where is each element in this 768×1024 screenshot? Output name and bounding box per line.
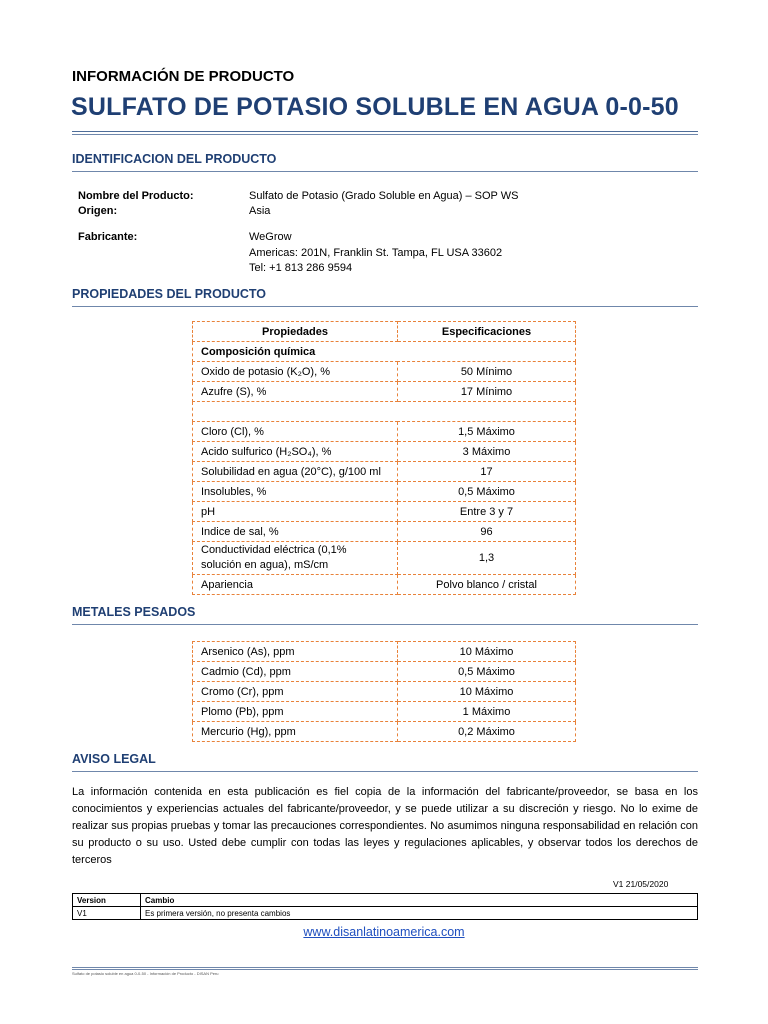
spec-cell: Polvo blanco / cristal (398, 575, 576, 595)
table-row (193, 502, 576, 522)
table-row (193, 702, 576, 722)
metal-cell: Mercurio (Hg), ppm (193, 722, 398, 742)
product-name-value: Sulfato de Potasio (Grado Soluble en Agua) – SOP WS (249, 190, 519, 202)
property-cell: Insolubles, % (193, 482, 398, 502)
maker-label: Fabricante: (78, 231, 138, 243)
origin-label: Origen: (78, 205, 118, 217)
spacer-cell (193, 402, 576, 422)
change-column-header: Cambio (141, 894, 698, 907)
table-row (193, 482, 576, 502)
section-properties-heading: PROPIEDADES DEL PRODUCTO (72, 287, 267, 301)
property-cell: Cloro (Cl), % (193, 422, 398, 442)
table-row (193, 722, 576, 742)
change-cell: Es primera versión, no presenta cambios (141, 907, 698, 920)
document-kicker: INFORMACIÓN DE PRODUCTO (72, 68, 295, 85)
table-row (193, 442, 576, 462)
table-row (193, 462, 576, 482)
column-header-spec: Especificaciones (398, 322, 576, 342)
section-identification-heading: IDENTIFICACION DEL PRODUCTO (72, 152, 277, 166)
table-row (193, 382, 576, 402)
property-cell: Apariencia (193, 575, 398, 595)
spec-cell: 1,5 Máximo (398, 422, 576, 442)
table-header-row (193, 322, 576, 342)
table-row (193, 542, 576, 575)
property-cell: Indice de sal, % (193, 522, 398, 542)
version-column-header: Version (73, 894, 141, 907)
metals-table (192, 641, 576, 742)
section-rule (72, 171, 698, 172)
property-cell: Solubilidad en agua (20°C), g/100 ml (193, 462, 398, 482)
property-cell: Azufre (S), % (193, 382, 398, 402)
table-row (193, 682, 576, 702)
limit-cell: 1 Máximo (398, 702, 576, 722)
table-group-row (193, 342, 576, 362)
spec-cell: 0,5 Máximo (398, 482, 576, 502)
group-label: Composición química (193, 342, 576, 362)
spec-cell: 3 Máximo (398, 442, 576, 462)
website-link[interactable]: www.disanlatinoamerica.com (303, 925, 465, 939)
spec-cell: 50 Mínimo (398, 362, 576, 382)
table-row (193, 642, 576, 662)
version-header-row (73, 894, 698, 907)
table-spacer-row (193, 402, 576, 422)
metal-cell: Cadmio (Cd), ppm (193, 662, 398, 682)
property-cell (193, 542, 398, 575)
page-title: SULFATO DE POTASIO SOLUBLE EN AGUA 0-0-50 (71, 93, 679, 121)
properties-table (192, 321, 576, 595)
maker-phone: Tel: +1 813 286 9594 (249, 262, 353, 274)
column-header-property: Propiedades (193, 322, 398, 342)
conductivity-line-2: solución en agua), mS/cm (201, 559, 329, 571)
spec-cell: 17 (398, 462, 576, 482)
version-row (73, 907, 698, 920)
section-rule (72, 624, 698, 625)
footer-rule-secondary (72, 969, 698, 970)
spec-cell: 1,3 (398, 542, 576, 575)
metal-cell: Plomo (Pb), ppm (193, 702, 398, 722)
limit-cell: 10 Máximo (398, 642, 576, 662)
table-row (193, 575, 576, 595)
footer-rule (72, 967, 698, 968)
origin-value: Asia (249, 205, 271, 217)
section-rule (72, 771, 698, 772)
table-row (193, 522, 576, 542)
spec-cell: Entre 3 y 7 (398, 502, 576, 522)
section-legal-heading: AVISO LEGAL (72, 752, 156, 766)
table-row (193, 662, 576, 682)
version-table (72, 893, 698, 920)
section-metals-heading: METALES PESADOS (72, 605, 196, 619)
metal-cell: Cromo (Cr), ppm (193, 682, 398, 702)
metal-cell: Arsenico (As), ppm (193, 642, 398, 662)
spec-cell: 17 Mínimo (398, 382, 576, 402)
property-cell: Acido sulfurico (H₂SO₄), % (193, 442, 398, 462)
limit-cell: 0,5 Máximo (398, 662, 576, 682)
version-cell: V1 (73, 907, 141, 920)
table-row (193, 362, 576, 382)
version-date-stamp: V1 21/05/2020 (613, 879, 669, 889)
limit-cell: 0,2 Máximo (398, 722, 576, 742)
limit-cell: 10 Máximo (398, 682, 576, 702)
property-cell: Oxido de potasio (K₂O), % (193, 362, 398, 382)
maker-name: WeGrow (249, 231, 292, 243)
spec-cell: 96 (398, 522, 576, 542)
table-row (193, 422, 576, 442)
property-cell: pH (193, 502, 398, 522)
legal-notice-text: La información contenida en esta publicación es fiel copia de la información del fabricante/proveedor, se basa en los conocimientos y experiencias actuales del fabricante/proveedor, y se puede utilizar a su discreción y riesgo. No lo exime de realizar sus propias pruebas y tomar las precauciones correspondientes. No asumimos ninguna responsabilidad en relación con su producto o su uso. Usted debe cumplir con todas las leyes y regulaciones aplicables, y observar todos los derechos de terceros (72, 786, 698, 866)
footer-document-name: Sulfato de potasio soluble en agua 0-0-50 - Información de Producto - DISAN Peru (72, 971, 219, 976)
section-rule (72, 306, 698, 307)
conductivity-line-1: Conductividad eléctrica (0,1% (201, 544, 347, 556)
maker-address: Americas: 201N, Franklin St. Tampa, FL USA 33602 (249, 247, 503, 259)
title-rule (72, 131, 698, 132)
product-name-label: Nombre del Producto: (78, 190, 194, 202)
title-rule-secondary (72, 134, 698, 135)
